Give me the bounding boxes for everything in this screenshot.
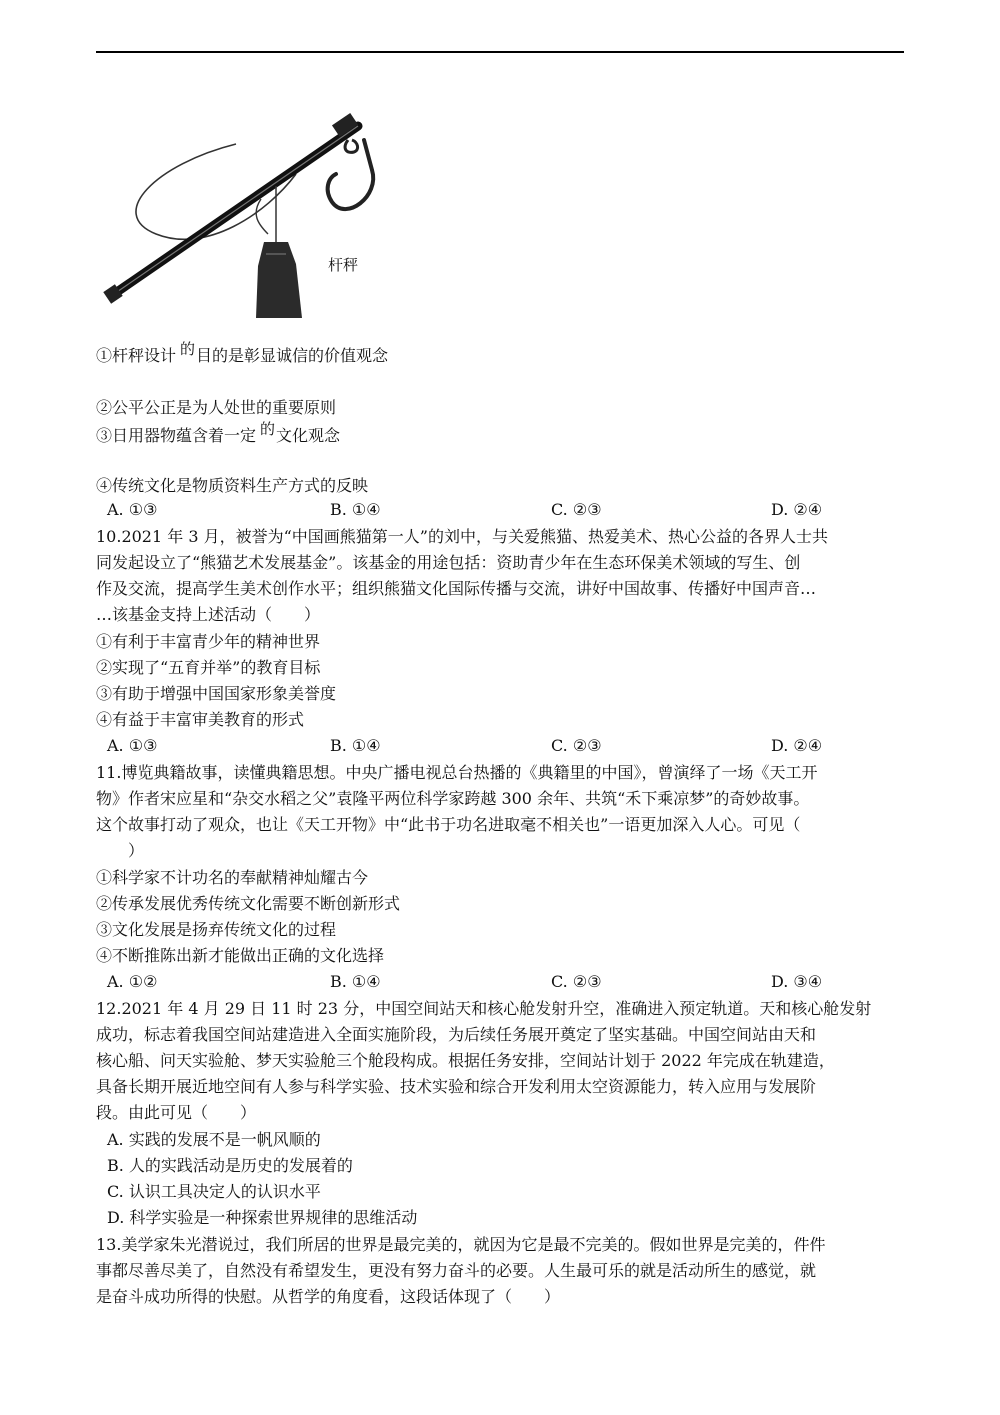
figure-caption: 杆秤	[328, 256, 359, 274]
q12-option-b[interactable]: B. 人的实践活动是历史的发展着的	[107, 1156, 353, 1175]
q10-option-b[interactable]: B. ①④	[330, 736, 381, 755]
q13-stem-line: 13.美学家朱光潜说过，我们所居的世界是最完美的，就因为它是最不完美的。假如世界是完美的，件件	[96, 1235, 826, 1254]
q9-option-b[interactable]: B. ①④	[330, 500, 381, 519]
q10-statement: ④有益于丰富审美教育的形式	[96, 710, 305, 729]
q11-option-b[interactable]: B. ①④	[330, 972, 381, 991]
q10-stem-line: 同发起设立了“熊猫艺术发展基金”。该基金的用途包括：资助青少年在生态环保美术领域的写生、创	[96, 553, 801, 572]
q12-option-c[interactable]: C. 认识工具决定人的认识水平	[107, 1182, 321, 1201]
q12-stem-line: 12.2021 年 4 月 29 日 11 时 23 分，中国空间站天和核心舱发射升空，准确进入预定轨道。天和核心舱发射	[96, 999, 872, 1018]
q12-stem-line: 具备长期开展近地空间有人参与科学实验、技术实验和综合开发利用太空资源能力，转入应用与发展阶	[96, 1077, 817, 1096]
q10-option-c[interactable]: C. ②③	[551, 736, 602, 755]
q10-statement: ②实现了“五育并举”的教育目标	[96, 658, 321, 677]
q12-option-a[interactable]: A. 实践的发展不是一帆风顺的	[107, 1130, 321, 1149]
q11-stem-line: 11.博览典籍故事，读懂典籍思想。中央广播电视总台热播的《典籍里的中国》，曾演绎了一场《天工开	[96, 763, 818, 782]
q10-statement: ③有助于增强中国国家形象美誉度	[96, 684, 337, 703]
q9-statement-2: ②公平公正是为人处世的重要原则	[96, 398, 337, 417]
q11-statement: ④不断推陈出新才能做出正确的文化选择	[96, 946, 385, 965]
q10-option-a[interactable]: A. ①③	[107, 736, 158, 755]
q11-option-d[interactable]: D. ③④	[771, 972, 823, 991]
q9-option-d[interactable]: D. ②④	[771, 500, 823, 519]
q9-statement-1: ①杆秤设计 的目的是彰显诚信的价值观念	[96, 340, 389, 365]
q9-option-a[interactable]: A. ①③	[107, 500, 158, 519]
q13-stem-line: 是奋斗成功所得的快慰。从哲学的角度看，这段话体现了（ ）	[96, 1287, 561, 1306]
steelyard-figure	[96, 104, 396, 332]
q11-stem-line: ）	[96, 841, 145, 860]
q13-stem-line: 事都尽善尽美了，自然没有希望发生，更没有努力奋斗的必要。人生最可乐的就是活动所生的感觉，就	[96, 1261, 817, 1280]
q11-option-a[interactable]: A. ①②	[107, 972, 158, 991]
q11-stem-line: 这个故事打动了观众，也让《天工开物》中“此书于功名进取毫不相关也”一语更加深入人心。可见（	[96, 815, 801, 834]
q12-stem-line: 成功，标志着我国空间站建造进入全面实施阶段，为后续任务展开奠定了坚实基础。中国空间站由天和	[96, 1025, 817, 1044]
q10-option-d[interactable]: D. ②④	[771, 736, 823, 755]
q9-option-c[interactable]: C. ②③	[551, 500, 602, 519]
steelyard-hook	[328, 140, 374, 209]
q9-statement-3: ③日用器物蕴含着一定 的文化观念	[96, 420, 341, 445]
q10-stem-line: 10.2021 年 3 月，被誉为“中国画熊猫第一人”的刘中，与关爱熊猫、热爱美术、热心公益的各界人士共	[96, 527, 828, 546]
q12-option-d[interactable]: D. 科学实验是一种探索世界规律的思维活动	[107, 1208, 418, 1227]
q11-option-c[interactable]: C. ②③	[551, 972, 602, 991]
q11-statement: ③文化发展是扬弃传统文化的过程	[96, 920, 337, 939]
q10-stem-line: …该基金支持上述活动（ ）	[96, 605, 321, 624]
q12-stem-line: 段。由此可见（ ）	[96, 1103, 257, 1122]
q11-statement: ①科学家不计功名的奉献精神灿耀古今	[96, 868, 369, 887]
q11-stem-line: 物》作者宋应星和“杂交水稻之父”袁隆平两位科学家跨越 300 余年、共筑“禾下乘凉梦”的奇妙故事。	[96, 789, 810, 808]
q10-statement: ①有利于丰富青少年的精神世界	[96, 632, 321, 651]
header-rule	[96, 51, 904, 53]
q10-stem-line: 作及交流，提高学生美术创作水平；组织熊猫文化国际传播与交流，讲好中国故事、传播好中国声音…	[96, 579, 817, 598]
q11-statement: ②传承发展优秀传统文化需要不断创新形式	[96, 894, 401, 913]
q12-stem-line: 核心船、问天实验舱、梦天实验舱三个舱段构成。根据任务安排，空间站计划于 2022 年完成在轨建造，	[96, 1051, 835, 1070]
q9-statement-4: ④传统文化是物质资料生产方式的反映	[96, 476, 369, 495]
